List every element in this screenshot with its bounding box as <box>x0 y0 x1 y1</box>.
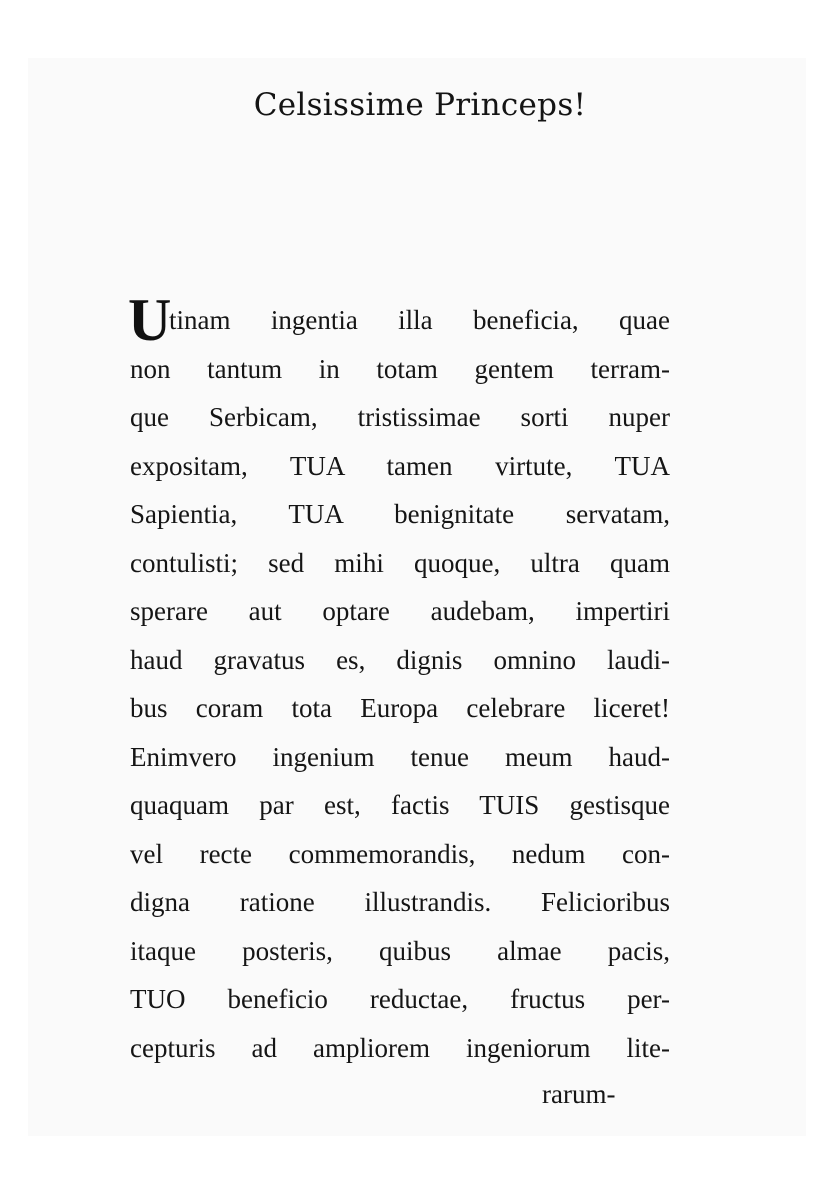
text-line-5: Sapientia, TUA benignitate servatam, <box>130 499 670 529</box>
text-line-6: contulisti; sed mihi quoque, ultra quam <box>130 547 670 578</box>
text-line-12: vel recte commemorandis, nedum con- <box>130 838 670 869</box>
text-line-14: itaque posteris, quibus almae pacis, <box>130 935 670 966</box>
page-title: Celsissime Princeps! <box>253 87 587 123</box>
text-line-13: digna ratione illustrandis. Felicioribus <box>130 887 670 917</box>
text-line-8: haud gravatus es, dignis omnino laudi- <box>130 644 670 675</box>
text-line-2: non tantum in totam gentem terram- <box>130 353 670 384</box>
text-line-1 <box>128 287 670 353</box>
text-line-16: cepturis ad ampliorem ingeniorum lite- <box>130 1032 670 1063</box>
text-line-15: TUO beneficio reductae, fructus per- <box>130 984 670 1014</box>
text-line-4: expositam, TUA tamen virtute, TUA <box>130 450 670 481</box>
catchword: rarum- <box>542 1079 616 1109</box>
first-line-text: tinam ingentia illa beneficia, quae <box>169 305 670 335</box>
drop-cap-initial: U <box>128 287 172 353</box>
text-line-3: que Serbicam, tristissimae sorti nuper <box>130 402 670 432</box>
text-line-7: sperare aut optare audebam, impertiri <box>130 596 670 626</box>
text-line-11: quaquam par est, factis TUIS gestisque <box>130 790 670 820</box>
text-line-10: Enimvero ingenium tenue meum haud- <box>130 741 670 772</box>
text-line-9: bus coram tota Europa celebrare liceret! <box>130 693 670 723</box>
body-text <box>128 287 670 1072</box>
